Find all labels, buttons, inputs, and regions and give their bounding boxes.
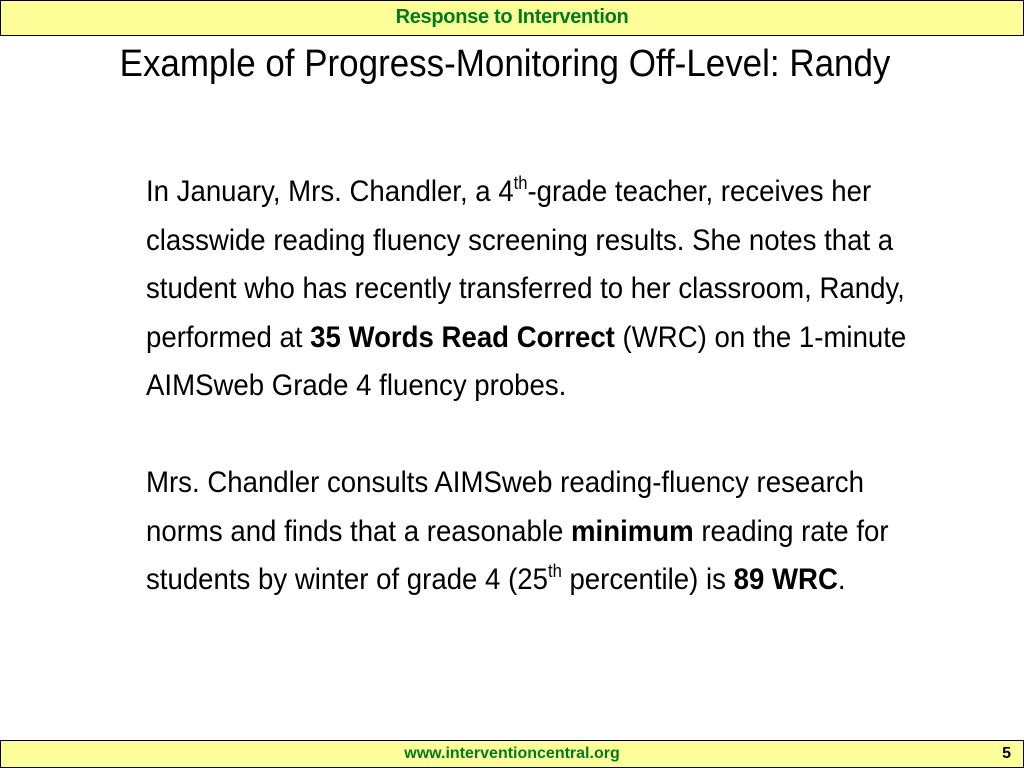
paragraph-2-text-2: reading rate for students by winter of grade 4 (25 — [146, 514, 889, 596]
benchmark-wrc-bold: 89 WRC — [733, 563, 838, 596]
paragraph-2-text-4: . — [837, 563, 846, 596]
paragraph-1-text-3: (WRC) on the 1-minute AIMSweb Grade 4 fluency probes. — [146, 320, 907, 402]
website-link[interactable]: www.interventioncentral.org — [404, 745, 620, 762]
slide-body — [146, 168, 910, 605]
wrc-score-bold: 35 Words Read Correct — [310, 320, 615, 354]
page-number: 5 — [1002, 745, 1011, 762]
paragraph-1-text-1: In January, Mrs. Chandler, a 4 — [146, 175, 514, 208]
paragraph-2 — [146, 459, 910, 605]
paragraph-2-text-3: percentile) is — [561, 563, 734, 596]
slide-title: Example of Progress-Monitoring Off-Level: Randy — [119, 43, 891, 85]
footer-bar — [0, 740, 1024, 768]
paragraph-2-text-1: Mrs. Chandler consults AIMSweb reading-fluency research norms and finds that a reasonable — [146, 466, 864, 548]
minimum-bold: minimum — [570, 514, 694, 548]
ordinal-suffix: th — [513, 173, 528, 193]
paragraph-1 — [146, 168, 910, 411]
header-title: Response to Intervention — [395, 6, 629, 28]
percentile-ordinal-suffix: th — [547, 561, 562, 581]
paragraph-1-text-2: -grade teacher, receives her classwide reading fluency screening results. She notes that a student who has recently transferred to her classroom, Randy, performed at — [146, 175, 905, 354]
header-bar — [0, 0, 1024, 36]
